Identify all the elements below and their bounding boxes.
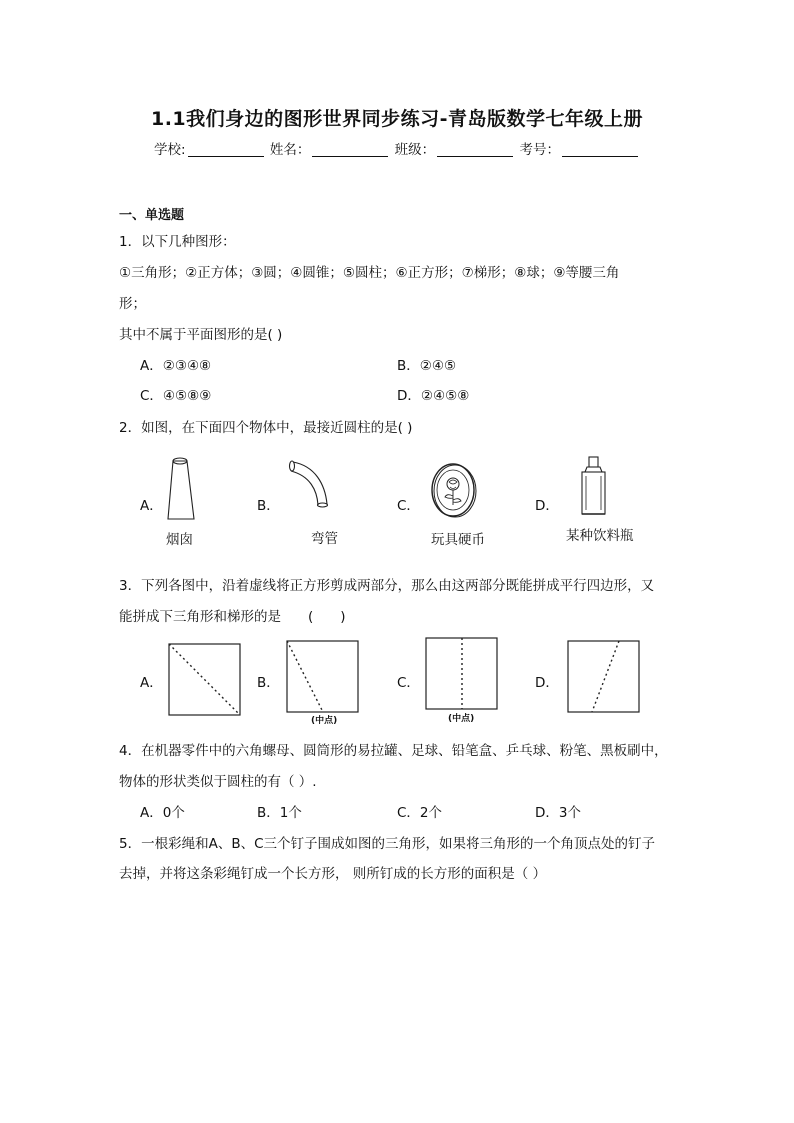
q4-option-a: A．0个 — [140, 805, 185, 821]
q1-list-line1: ①三角形；②正方体；③圆；④圆锥；⑤圆柱；⑥正方形；⑦梯形；⑧球；⑨等腰三角 — [119, 265, 620, 281]
chimney-figure — [160, 455, 200, 525]
q1-option-c: C．④⑤⑧⑨ — [140, 388, 212, 404]
q3-square-a — [165, 641, 245, 717]
class-label: 班级： — [394, 142, 436, 158]
q3-square-d — [564, 638, 644, 714]
q2-caption-pipe: 弯管 — [311, 531, 338, 547]
q3-option-c: C． — [397, 675, 420, 691]
q1-stem: 1．以下几种图形： — [119, 234, 236, 250]
q1-list-line2: 形； — [119, 296, 146, 312]
student-info-line — [0, 138, 794, 158]
bent-pipe-figure — [285, 456, 345, 526]
q4-option-d: D．3个 — [535, 805, 581, 821]
drink-bottle-figure — [575, 455, 615, 525]
q4-stem-line1: 4．在机器零件中的六角螺母、圆筒形的易拉罐、足球、铅笔盒、乒乓球、粉笔、黑板刷中， — [119, 743, 668, 759]
q2-option-a: A． — [140, 498, 163, 514]
q3-b-midpoint-label: (中点) — [311, 716, 338, 726]
number-blank — [562, 142, 638, 157]
name-label: 姓名： — [269, 142, 311, 158]
q4-option-b: B．1个 — [257, 805, 302, 821]
q2-stem: 2．如图，在下面四个物体中，最接近圆柱的是( ) — [119, 420, 413, 436]
q5-stem-line1: 5．一根彩绳和A、B、C三个钉子围成如图的三角形，如果将三角形的一个角顶点处的钉子 — [119, 836, 656, 852]
name-blank — [312, 142, 388, 157]
school-label: 学校: — [154, 142, 186, 158]
q3-option-b: B． — [257, 675, 280, 691]
q4-stem-line2: 物体的形状类似于圆柱的有（ ）. — [119, 774, 317, 790]
q1-option-a: A．②③④⑧ — [140, 358, 212, 374]
page-title: 1.1我们身边的图形世界同步练习-青岛版数学七年级上册 — [150, 108, 644, 130]
q3-square-b — [283, 638, 363, 714]
q2-option-c: C． — [397, 498, 420, 514]
q3-stem-line2: 能拼成下三角形和梯形的是 ( ) — [119, 609, 346, 625]
toy-coin-figure — [428, 460, 482, 522]
q2-option-b: B． — [257, 498, 280, 514]
q3-option-a: A． — [140, 675, 163, 691]
q1-option-b: B．②④⑤ — [397, 358, 457, 374]
q2-caption-coin: 玩具硬币 — [431, 532, 485, 548]
q2-caption-chimney: 烟囱 — [166, 532, 193, 548]
q5-stem-line2: 去掉，并将这条彩绳钉成一个长方形， 则所钉成的长方形的面积是（ ） — [119, 866, 547, 882]
number-label: 考号： — [519, 142, 560, 158]
q1-question: 其中不属于平面图形的是( ) — [119, 327, 283, 343]
q3-option-d: D． — [535, 675, 559, 691]
q2-caption-bottle: 某种饮料瓶 — [566, 528, 634, 544]
q3-c-midpoint-label: (中点) — [448, 714, 475, 724]
school-blank — [188, 142, 264, 157]
q3-stem-line1: 3．下列各图中，沿着虚线将正方形剪成两部分，那么由这两部分既能拼成平行四边形，又 — [119, 578, 655, 594]
q4-option-c: C．2个 — [397, 805, 443, 821]
section-heading: 一、单选题 — [119, 208, 185, 223]
class-blank — [437, 142, 513, 157]
q2-option-d: D． — [535, 498, 559, 514]
q1-option-d: D．②④⑤⑧ — [397, 388, 470, 404]
q3-square-c — [422, 635, 502, 711]
